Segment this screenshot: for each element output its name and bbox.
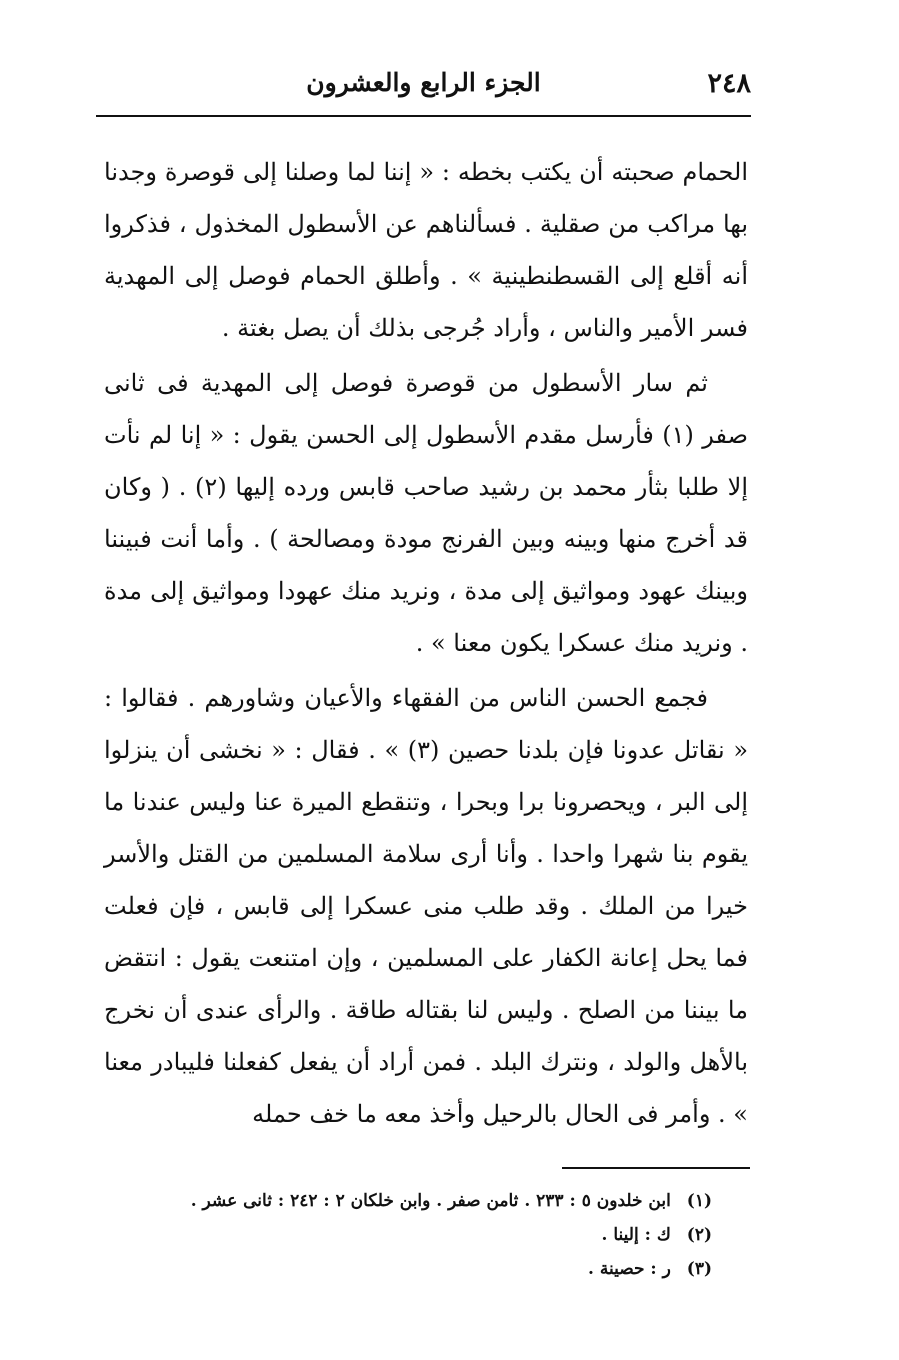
footnote-text: ك : إلينا . [601,1225,671,1245]
footnote-text: ر : حصينة . [588,1259,671,1279]
footnotes [150,1184,712,1286]
footnote-1 [150,1184,712,1218]
main-text [104,146,748,1140]
footnote-3 [150,1252,712,1286]
footnote-2 [150,1218,712,1252]
footnote-number: (٢) [686,1225,712,1245]
footnote-text: ابن خلدون ٥ : ٢٣٣ . ثامن صفر . وابن خلكان ٢ : ٢٤٢ : ثانى عشر . [190,1191,671,1211]
footnote-number: (١) [686,1191,712,1211]
paragraph-3: فجمع الحسن الناس من الفقهاء والأعيان وشاورهم . فقالوا : « نقاتل عدونا فإن بلدنا حصين (٣) » . فقال : « نخشى أن ينزلوا إلى البر ، ويحصرونا برا وبحرا ، وتنقطع الميرة عنا وليس عندنا ما يقوم بنا شهرا واحدا . وأنا أرى سلامة المسلمين من القتل والأسر خيرا من الملك . وقد طلب منى عسكرا إلى قابس ، فإن فعلت فما يحل إعانة الكفار على المسلمين ، وإن امتنعت يقول : انتقض ما بيننا من الصلح . وليس لنا بقتاله طاقة . والرأى عندى أن نخرج بالأهل والولد ، ونترك البلد . فمن أراد أن يفعل كفعلنا فليبادر معنا » . وأمر فى الحال بالرحيل وأخذ معه ما خف حمله [104,684,749,1128]
page-header [96,62,751,110]
page-number: ٢٤٨ [707,68,751,99]
footnote-rule [562,1167,750,1169]
paragraph-2: ثم سار الأسطول من قوصرة فوصل إلى المهدية فى ثانى صفر (١) فأرسل مقدم الأسطول إلى الحسن يقول : « إنا لم نأت إلا طلبا بثأر محمد بن رشيد صاحب قابس ورده إليها (٢) . ( وكان قد أخرج منها وبينه وبين الفرنج مودة ومصالحة ) . وأما أنت فبيننا وبينك عهود ومواثيق إلى مدة ، ونريد منك عهودا ومواثيق إلى مدة . ونريد منك عسكرا يكون معنا » . [104,369,748,657]
header-rule [96,115,751,117]
footnote-number: (٣) [686,1259,712,1279]
paragraph-1: الحمام صحبته أن يكتب بخطه : « إننا لما وصلنا إلى قوصرة وجدنا بها مراكب من صقلية . فسألناهم عن الأسطول المخذول ، فذكروا أنه أقلع إلى القسطنطينية » . وأطلق الحمام فوصل إلى المهدية فسر الأمير والناس ، وأراد جُرجى بذلك أن يصل بغتة . [104,158,748,342]
running-head: الجزء الرابع والعشرون [306,68,541,97]
